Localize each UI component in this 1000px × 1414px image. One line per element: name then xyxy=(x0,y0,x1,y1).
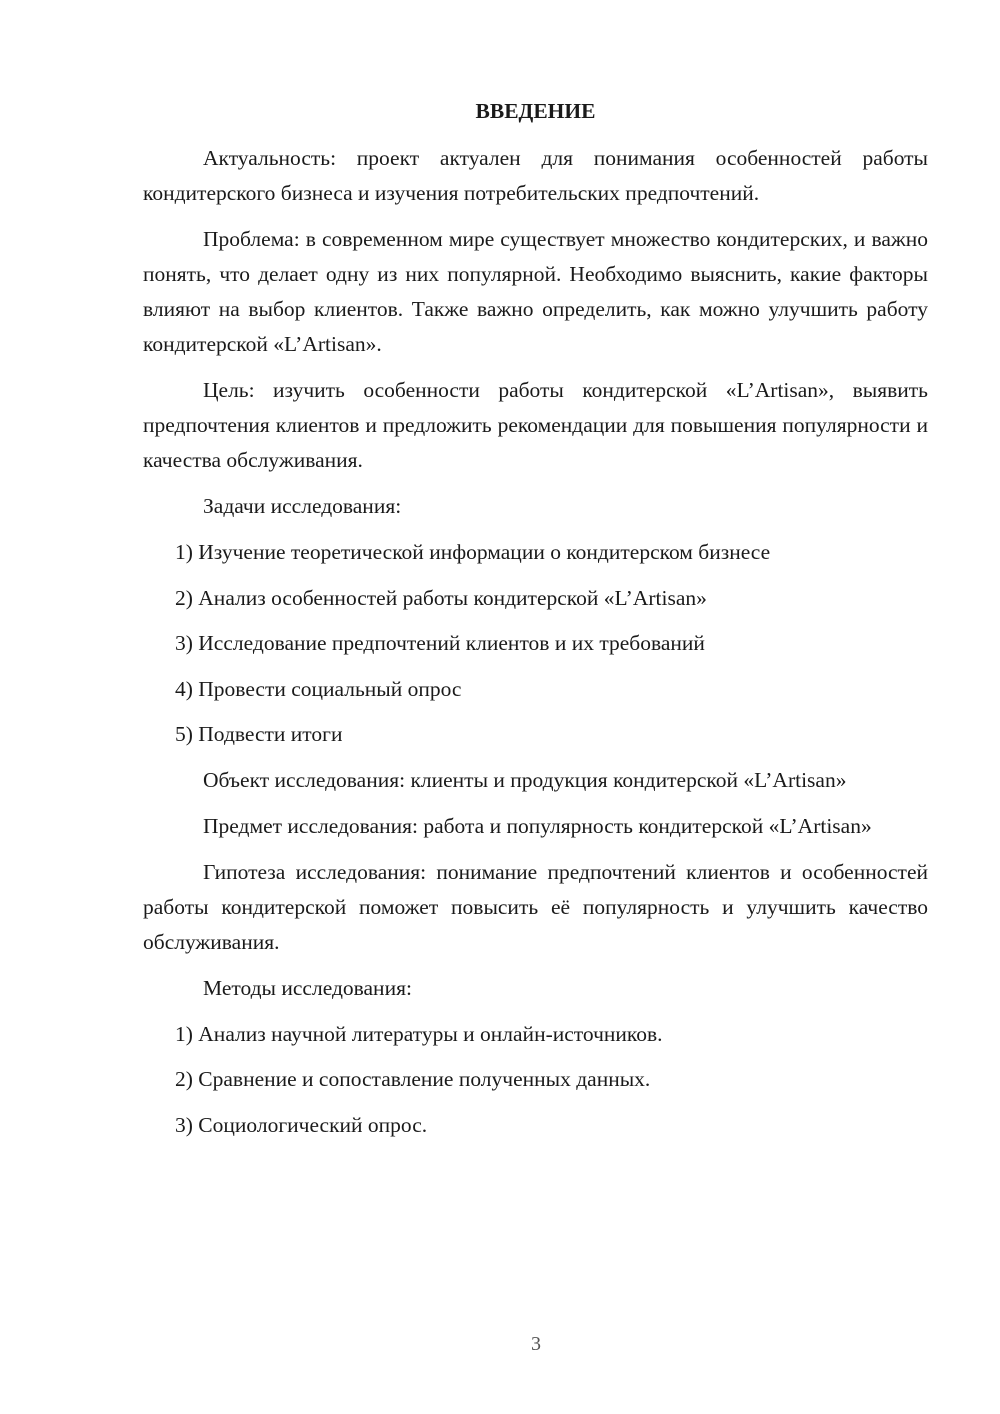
problem-paragraph: Проблема: в современном мире существует множество кондитерских, и важно понять, что делает одну из них популярной. Необходимо выяснить, какие факторы влияют на выбор клиентов. Также важно определить, как можно улучшить работу кондитерской «L’Artisan». xyxy=(143,227,928,356)
list-item: 3) Социологический опрос. xyxy=(175,1112,428,1137)
list-item: 2) Сравнение и сопоставление полученных данных. xyxy=(175,1067,651,1091)
methods-list xyxy=(143,1017,928,1143)
list-item: 2) Анализ особенностей работы кондитерской «L’Artisan» xyxy=(175,585,707,610)
tasks-heading: Задачи исследования: xyxy=(203,494,402,518)
methods-heading: Методы исследования: xyxy=(203,975,412,1000)
goal-paragraph: Цель: изучить особенности работы кондитерской «L’Artisan», выявить предпочтения клиентов и предложить рекомендации для повышения популярности и качества обслуживания. xyxy=(143,378,928,472)
relevance-paragraph: Актуальность: проект актуален для понимания особенностей работы кондитерского бизнеса и изучения потребительских предпочтений. xyxy=(143,146,928,205)
list-item: 5) Подвести итоги xyxy=(175,722,343,746)
object-paragraph: Объект исследования: клиенты и продукция кондитерской «L’Artisan» xyxy=(203,767,847,792)
page-number: 3 xyxy=(531,1333,541,1355)
list-item: 1) Анализ научной литературы и онлайн-источников. xyxy=(175,1021,663,1046)
tasks-list xyxy=(143,535,928,752)
document-page xyxy=(143,94,928,1153)
list-item: 1) Изучение теоретической информации о кондитерском бизнесе xyxy=(175,540,771,564)
list-item: 4) Провести социальный опрос xyxy=(175,676,462,701)
hypothesis-paragraph: Гипотеза исследования: понимание предпочтений клиентов и особенностей работы кондитерской поможет повысить её популярность и улучшить качество обслуживания. xyxy=(143,859,928,954)
list-item: 3) Исследование предпочтений клиентов и их требований xyxy=(175,631,705,655)
page-title: ВВЕДЕНИЕ xyxy=(475,99,596,123)
subject-paragraph: Предмет исследования: работа и популярность кондитерской «L’Artisan» xyxy=(203,813,872,838)
